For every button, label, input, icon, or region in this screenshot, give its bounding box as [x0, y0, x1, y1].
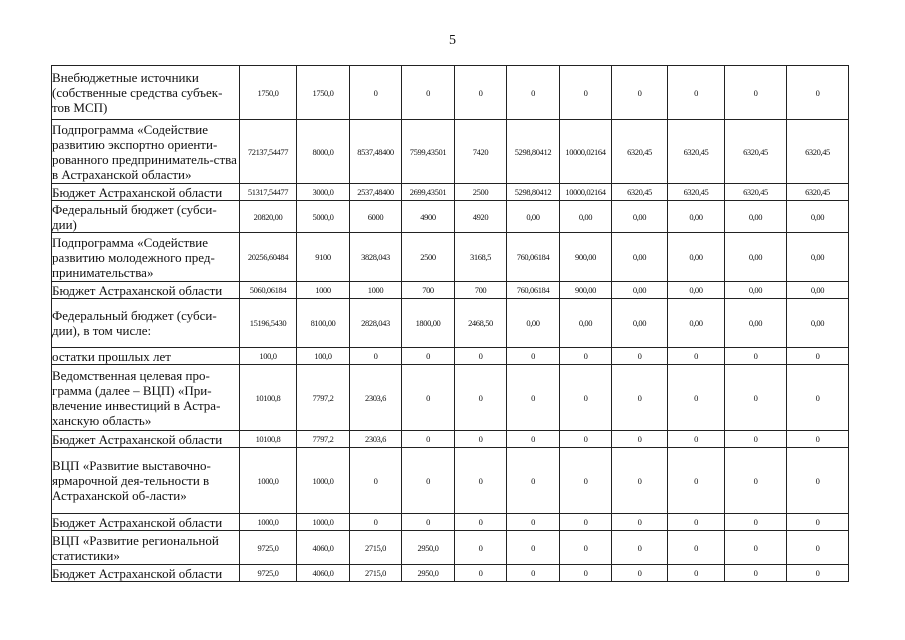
value-cell: 2715,0	[350, 565, 402, 582]
table-row	[52, 565, 849, 582]
value-cell: 0,00	[612, 299, 668, 348]
value-cell: 2303,6	[350, 431, 402, 448]
value-cell: 1750,0	[297, 66, 350, 120]
value-cell: 0	[787, 431, 849, 448]
value-cell: 0,00	[560, 201, 612, 233]
value-cell: 900,00	[560, 233, 612, 282]
value-cell: 10100,8	[240, 431, 297, 448]
value-cell: 5060,06184	[240, 282, 297, 299]
value-cell: 0	[668, 514, 725, 531]
value-cell: 0	[668, 365, 725, 431]
table-row	[52, 233, 849, 282]
value-cell: 700	[402, 282, 455, 299]
value-cell: 5298,80412	[507, 184, 560, 201]
value-cell: 10000,02164	[560, 120, 612, 184]
value-cell: 0	[787, 565, 849, 582]
value-cell: 0	[668, 66, 725, 120]
value-cell: 0	[560, 66, 612, 120]
value-cell: 0	[402, 514, 455, 531]
value-cell: 1000,0	[297, 514, 350, 531]
value-cell: 0	[787, 66, 849, 120]
row-label: ВЦП «Развитие выставочно-ярмарочной дея-тельности в Астраханской об-ласти»	[52, 448, 240, 514]
value-cell: 0	[560, 565, 612, 582]
row-label: Ведомственная целевая про-грамма (далее – ВЦП) «При-влечение инвестиций в Астра-ханскую область»	[52, 365, 240, 431]
row-label: Бюджет Астраханской области	[52, 184, 240, 201]
table-body	[52, 66, 849, 582]
value-cell: 0,00	[668, 201, 725, 233]
value-cell: 4920	[455, 201, 507, 233]
value-cell: 0	[455, 565, 507, 582]
value-cell: 51317,54477	[240, 184, 297, 201]
row-label: ВЦП «Развитие региональной статистики»	[52, 531, 240, 565]
value-cell: 0,00	[787, 299, 849, 348]
value-cell: 10100,8	[240, 365, 297, 431]
value-cell: 0	[402, 365, 455, 431]
value-cell: 2699,43501	[402, 184, 455, 201]
value-cell: 0	[612, 365, 668, 431]
row-label: Федеральный бюджет (субси-дии)	[52, 201, 240, 233]
value-cell: 700	[455, 282, 507, 299]
value-cell: 0	[350, 448, 402, 514]
value-cell: 0	[612, 431, 668, 448]
value-cell: 8100,00	[297, 299, 350, 348]
value-cell: 0	[560, 365, 612, 431]
value-cell: 0	[612, 531, 668, 565]
value-cell: 0,00	[787, 201, 849, 233]
row-label: остатки прошлых лет	[52, 348, 240, 365]
value-cell: 0	[402, 431, 455, 448]
value-cell: 0	[668, 565, 725, 582]
value-cell: 7797,2	[297, 365, 350, 431]
table-row	[52, 531, 849, 565]
row-label: Бюджет Астраханской области	[52, 514, 240, 531]
value-cell: 6320,45	[725, 120, 787, 184]
value-cell: 4900	[402, 201, 455, 233]
value-cell: 0	[455, 66, 507, 120]
value-cell: 0	[668, 431, 725, 448]
value-cell: 2715,0	[350, 531, 402, 565]
table-row	[52, 66, 849, 120]
value-cell: 0	[402, 66, 455, 120]
value-cell: 6320,45	[787, 120, 849, 184]
value-cell: 72137,54477	[240, 120, 297, 184]
value-cell: 0	[455, 365, 507, 431]
value-cell: 0	[560, 531, 612, 565]
value-cell: 5298,80412	[507, 120, 560, 184]
value-cell: 0	[725, 66, 787, 120]
value-cell: 2828,043	[350, 299, 402, 348]
value-cell: 2950,0	[402, 565, 455, 582]
value-cell: 7599,43501	[402, 120, 455, 184]
value-cell: 0	[668, 448, 725, 514]
value-cell: 0	[787, 514, 849, 531]
table-row	[52, 514, 849, 531]
value-cell: 6320,45	[725, 184, 787, 201]
value-cell: 0	[507, 431, 560, 448]
value-cell: 0	[725, 348, 787, 365]
value-cell: 0	[560, 431, 612, 448]
value-cell: 5000,0	[297, 201, 350, 233]
value-cell: 4060,0	[297, 565, 350, 582]
value-cell: 1800,00	[402, 299, 455, 348]
value-cell: 7420	[455, 120, 507, 184]
row-label: Федеральный бюджет (субси-дии), в том числе:	[52, 299, 240, 348]
table-row	[52, 448, 849, 514]
value-cell: 0	[350, 66, 402, 120]
value-cell: 0	[507, 448, 560, 514]
value-cell: 1000	[297, 282, 350, 299]
value-cell: 0	[560, 448, 612, 514]
value-cell: 0	[507, 514, 560, 531]
value-cell: 0,00	[507, 299, 560, 348]
value-cell: 0	[725, 514, 787, 531]
value-cell: 6000	[350, 201, 402, 233]
value-cell: 0	[507, 365, 560, 431]
value-cell: 0	[612, 348, 668, 365]
value-cell: 1000,0	[240, 514, 297, 531]
value-cell: 1000,0	[240, 448, 297, 514]
value-cell: 9725,0	[240, 531, 297, 565]
table-row	[52, 365, 849, 431]
value-cell: 9100	[297, 233, 350, 282]
value-cell: 2468,50	[455, 299, 507, 348]
table-row	[52, 201, 849, 233]
value-cell: 6320,45	[612, 120, 668, 184]
value-cell: 6320,45	[612, 184, 668, 201]
value-cell: 3000,0	[297, 184, 350, 201]
value-cell: 0	[725, 448, 787, 514]
budget-table	[51, 65, 849, 582]
value-cell: 100,0	[297, 348, 350, 365]
value-cell: 100,0	[240, 348, 297, 365]
value-cell: 0	[668, 348, 725, 365]
value-cell: 0	[725, 565, 787, 582]
value-cell: 3168,5	[455, 233, 507, 282]
value-cell: 0	[455, 531, 507, 565]
value-cell: 15196,5430	[240, 299, 297, 348]
value-cell: 2500	[455, 184, 507, 201]
table-row	[52, 184, 849, 201]
value-cell: 0	[350, 348, 402, 365]
value-cell: 6320,45	[668, 120, 725, 184]
value-cell: 760,06184	[507, 282, 560, 299]
row-label: Внебюджетные источники (собственные средства субъек-тов МСП)	[52, 66, 240, 120]
value-cell: 0,00	[725, 233, 787, 282]
value-cell: 0	[507, 348, 560, 365]
value-cell: 6320,45	[668, 184, 725, 201]
value-cell: 0	[612, 514, 668, 531]
value-cell: 0,00	[560, 299, 612, 348]
value-cell: 20820,00	[240, 201, 297, 233]
value-cell: 0	[787, 448, 849, 514]
row-label: Подпрограмма «Содействие развитию молодежного пред-принимательства»	[52, 233, 240, 282]
value-cell: 0,00	[787, 282, 849, 299]
table-row	[52, 299, 849, 348]
value-cell: 0	[725, 531, 787, 565]
value-cell: 0,00	[668, 233, 725, 282]
value-cell: 4060,0	[297, 531, 350, 565]
value-cell: 0,00	[725, 201, 787, 233]
value-cell: 20256,60484	[240, 233, 297, 282]
page-number: 5	[449, 33, 456, 48]
value-cell: 0	[668, 531, 725, 565]
value-cell: 0	[402, 348, 455, 365]
value-cell: 8000,0	[297, 120, 350, 184]
value-cell: 3828,043	[350, 233, 402, 282]
value-cell: 2537,48400	[350, 184, 402, 201]
value-cell: 0	[560, 514, 612, 531]
value-cell: 0,00	[612, 282, 668, 299]
table-row	[52, 282, 849, 299]
value-cell: 0	[787, 348, 849, 365]
table-row	[52, 348, 849, 365]
value-cell: 0,00	[668, 282, 725, 299]
value-cell: 0	[455, 431, 507, 448]
value-cell: 0	[787, 531, 849, 565]
value-cell: 0	[455, 348, 507, 365]
value-cell: 0,00	[612, 201, 668, 233]
value-cell: 6320,45	[787, 184, 849, 201]
value-cell: 7797,2	[297, 431, 350, 448]
value-cell: 0	[507, 565, 560, 582]
value-cell: 0	[612, 448, 668, 514]
value-cell: 10000,02164	[560, 184, 612, 201]
value-cell: 0,00	[612, 233, 668, 282]
row-label: Бюджет Астраханской области	[52, 282, 240, 299]
value-cell: 9725,0	[240, 565, 297, 582]
budget-table-container	[51, 65, 848, 582]
value-cell: 0,00	[507, 201, 560, 233]
value-cell: 0	[612, 66, 668, 120]
value-cell: 0	[787, 365, 849, 431]
value-cell: 0	[725, 365, 787, 431]
value-cell: 0,00	[787, 233, 849, 282]
value-cell: 760,06184	[507, 233, 560, 282]
value-cell: 900,00	[560, 282, 612, 299]
value-cell: 0	[612, 565, 668, 582]
value-cell: 0	[507, 66, 560, 120]
value-cell: 0	[455, 514, 507, 531]
row-label: Подпрограмма «Содействие развитию экспортно ориенти-рованного предприниматель-ства в Астраханской области»	[52, 120, 240, 184]
value-cell: 0	[350, 514, 402, 531]
value-cell: 0	[507, 531, 560, 565]
value-cell: 0	[402, 448, 455, 514]
value-cell: 0,00	[725, 299, 787, 348]
row-label: Бюджет Астраханской области	[52, 565, 240, 582]
value-cell: 0	[560, 348, 612, 365]
value-cell: 2500	[402, 233, 455, 282]
table-row	[52, 431, 849, 448]
row-label: Бюджет Астраханской области	[52, 431, 240, 448]
value-cell: 0,00	[668, 299, 725, 348]
value-cell: 1750,0	[240, 66, 297, 120]
value-cell: 0,00	[725, 282, 787, 299]
value-cell: 0	[725, 431, 787, 448]
table-row	[52, 120, 849, 184]
value-cell: 8537,48400	[350, 120, 402, 184]
value-cell: 1000	[350, 282, 402, 299]
value-cell: 2303,6	[350, 365, 402, 431]
value-cell: 1000,0	[297, 448, 350, 514]
value-cell: 2950,0	[402, 531, 455, 565]
value-cell: 0	[455, 448, 507, 514]
